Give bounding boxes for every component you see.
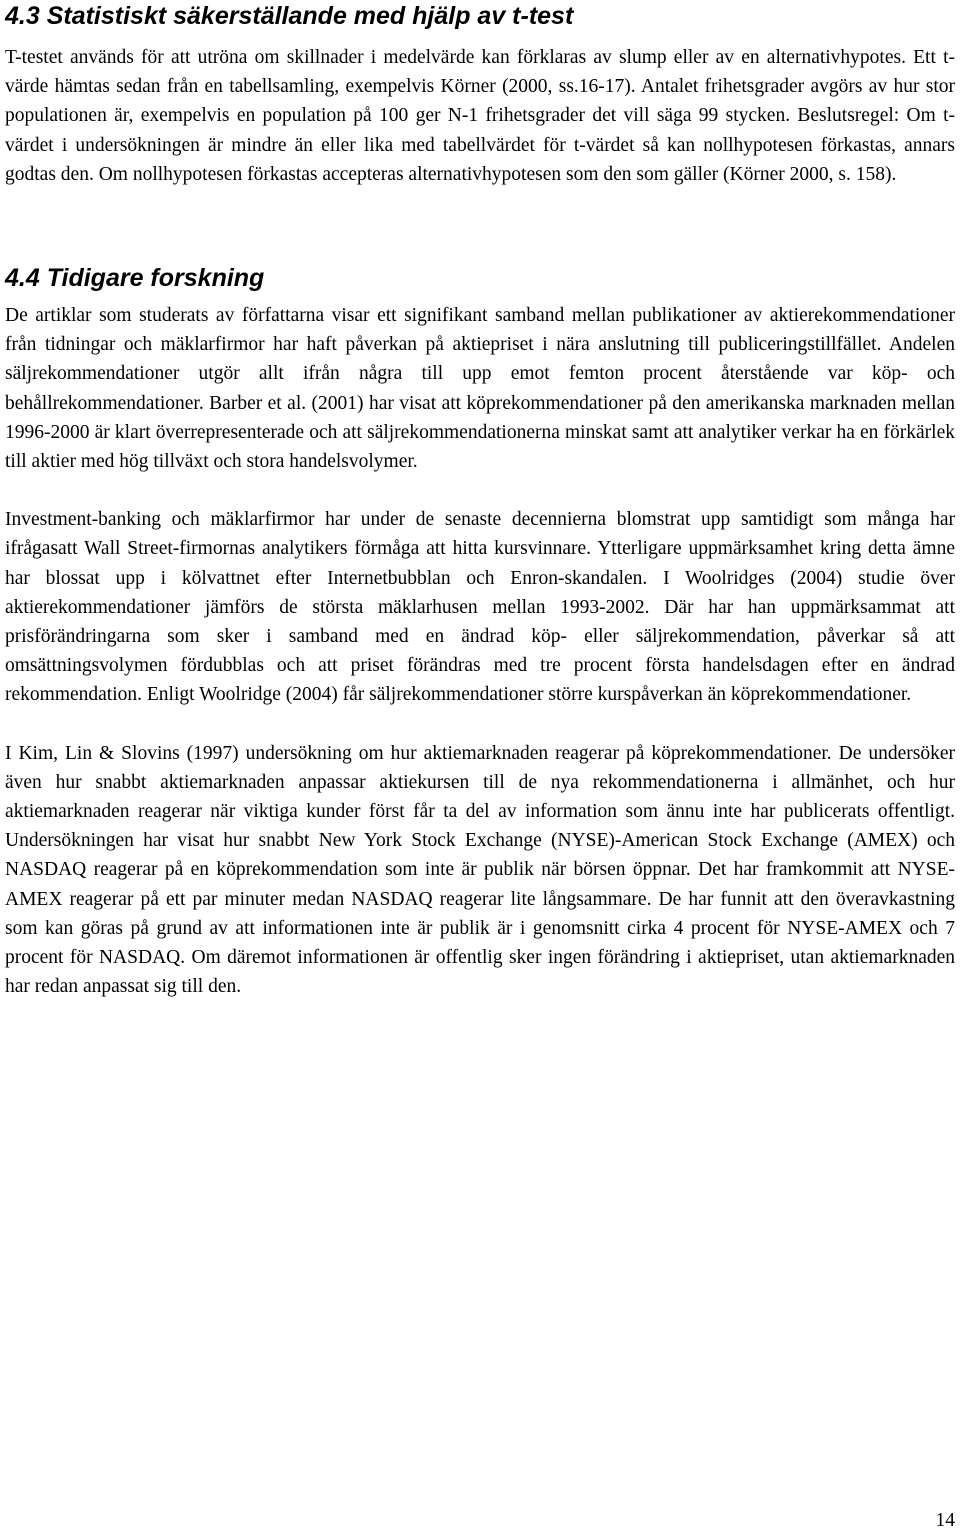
paragraph-previous-research-2: Investment-banking och mäklarfirmor har under de senaste decennierna blomstrat upp samtidigt som många har ifrågasatt Wall Street-firmornas analytikers förmåga att hitta kursvinnare. Ytterligare uppmärksamhet kring detta ämne har blossat upp i kölvattnet efter Internetbubblan och Enron-skandalen. I Woolridges (2004) studie över aktierekommendationer jämförs de största mäklarhusen mellan 1993-2002. Där har han uppmärksammat att prisförändringarna som sker i samband med en ändrad köp- eller säljrekommendation, påverkar så att omsättningsvolymen fördubblas och att priset förändras med tre procent första handelsdagen efter en ändrad rekommendation. Enligt Woolridge (2004) får säljrekommendationer större kurspåverkan än köprekommendationer. bbox=[5, 509, 955, 706]
paragraph-previous-research-3: I Kim, Lin & Slovins (1997) undersökning om hur aktiemarknaden reagerar på köprekommendationer. De undersöker även hur snabbt aktiemarknaden anpassar aktiekursen till de nya rekommendationerna i allmänhet, och hur aktiemarknaden reagerar när viktiga kunder först får ta del av information som ännu inte har publicerats offentligt. Undersökningen har visat hur snabbt New York Stock Exchange (NYSE)-American Stock Exchange (AMEX) och NASDAQ reagerar på en köprekommendation som inte är publik när börsen öppnar. Det har framkommit att NYSE-AMEX reagerar på ett par minuter medan NASDAQ reagerar lite långsammare. De har funnit att den överavkastning som kan göras på grund av att informationen inte är publik är i genomsnitt cirka 4 procent för NYSE-AMEX och 7 procent för NASDAQ. Om däremot informationen är offentlig sker ingen förändring i aktiepriset, utan aktiemarknaden har redan anpassat sig till den. bbox=[5, 742, 955, 998]
section-heading-4-3: 4.3 Statistiskt säkerställande med hjälp av t-test bbox=[5, 2, 574, 30]
section-heading-4-4: 4.4 Tidigare forskning bbox=[5, 264, 265, 293]
page-number: 14 bbox=[935, 1510, 955, 1531]
paragraph-t-test: T-testet används för att utröna om skillnader i medelvärde kan förklaras av slump eller av en alternativhypotes. Ett t-värde hämtas sedan från en tabellsamling, exempelvis Körner (2000, ss.16-17). Antalet frihetsgrader avgörs av hur stor populationen är, exempelvis en population på 100 ger N-1 frihetsgrader det vill säga 99 stycken. Beslutsregel: Om t-värdet i undersökningen är mindre än eller lika med tabellvärdet för t-värdet så kan nollhypotesen förkastas, annars godtas den. Om nollhypotesen förkastas accepteras alternativhypotesen som den som gäller (Körner 2000, s. 158). bbox=[5, 47, 955, 185]
paragraph-previous-research-1: De artiklar som studerats av författarna visar ett signifikant samband mellan publikationer av aktierekommendationer från tidningar och mäklarfirmor har haft påverkan på aktiepriset i nära anslutning till publiceringstillfället. Andelen säljrekommendationer utgör allt ifrån några till upp emot femton procent återstående var köp- och behållrekommendationer. Barber et al. (2001) har visat att köprekommendationer på den amerikanska marknaden mellan 1996-2000 är klart överrepresenterade och att säljrekommendationerna minskat samt att analytiker verkar ha en förkärlek till aktier med hög tillväxt och stora handelsvolymer. bbox=[5, 305, 955, 473]
document-page bbox=[5, 0, 955, 1001]
